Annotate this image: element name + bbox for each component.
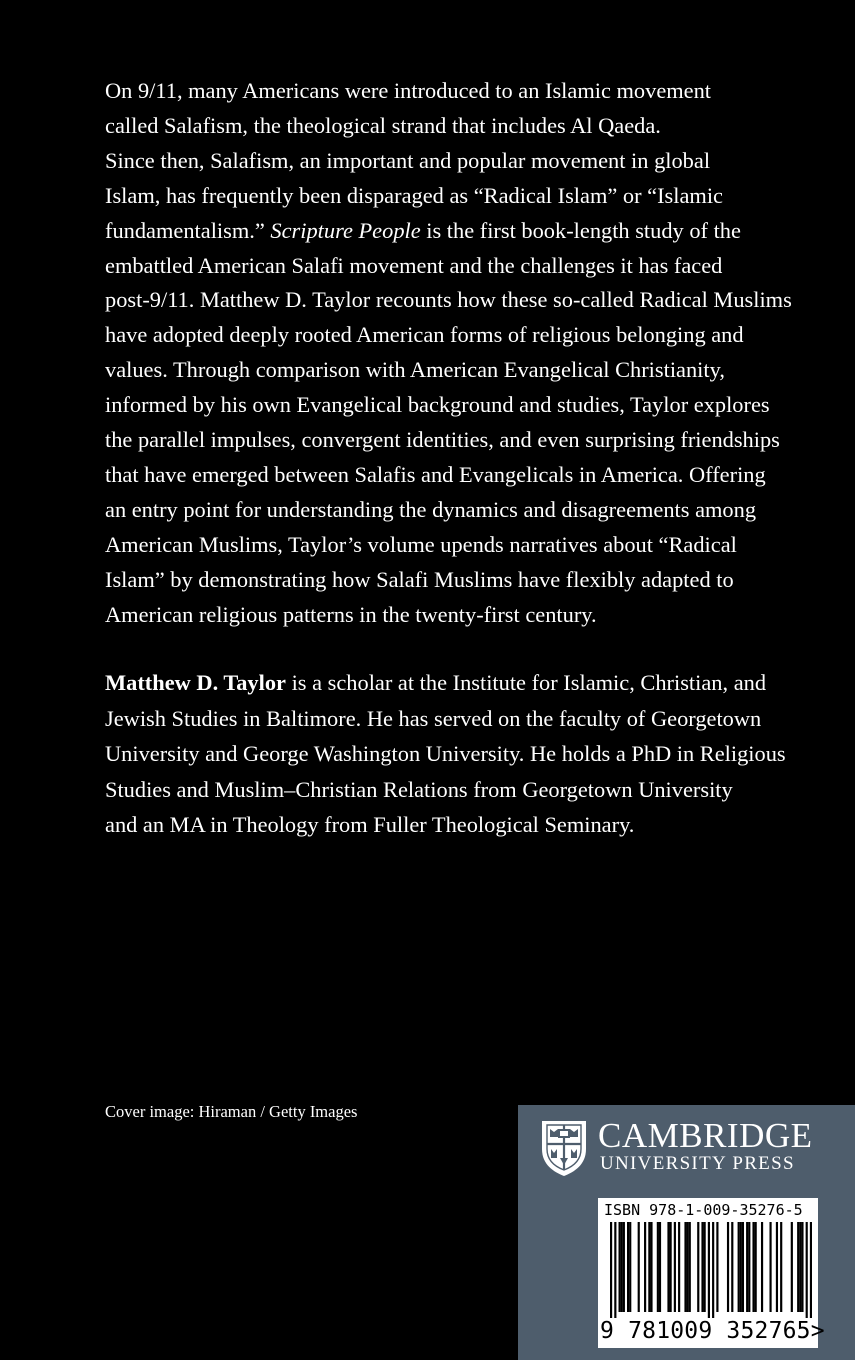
- blurb-line: Islam, has frequently been disparaged as “Radical Islam” or “Islamic: [105, 182, 723, 208]
- blurb-line: post-9/11. Matthew D. Taylor recounts how these so-called Radical Muslims: [105, 287, 792, 313]
- barcode-bar: [678, 1222, 680, 1312]
- barcode-bars: [610, 1222, 812, 1318]
- barcode-bar: [761, 1222, 763, 1312]
- barcode-bar: [629, 1222, 631, 1312]
- barcode-bar: [614, 1222, 616, 1318]
- blurb-line: Islam” by demonstrating how Salafi Muslims have flexibly adapted to: [105, 566, 734, 592]
- cover-image-credit: Cover image: Hiraman / Getty Images: [105, 1102, 358, 1121]
- blurb-line: called Salafism, the theological strand that includes Al Qaeda.: [105, 112, 661, 138]
- barcode-bar: [742, 1222, 744, 1312]
- barcode-bar: [799, 1222, 801, 1312]
- barcode-bar: [621, 1222, 623, 1312]
- barcode-bar: [697, 1222, 699, 1312]
- barcode-bar: [619, 1222, 621, 1312]
- barcode-bar: [780, 1222, 782, 1312]
- isbn-label: ISBN 978-1-009-35276-5: [604, 1201, 803, 1219]
- barcode-bar: [810, 1222, 812, 1318]
- barcode-bar: [755, 1222, 757, 1312]
- book-title-italic: Scripture People: [270, 217, 421, 243]
- bio-line: University and George Washington University. He holds a PhD in Religious: [105, 741, 786, 766]
- barcode-bar: [701, 1222, 703, 1312]
- barcode-bar: [712, 1222, 714, 1318]
- blurb-line: Since then, Salafism, an important and popular movement in global: [105, 147, 711, 173]
- blurb-text: is the first book-length study of the: [420, 217, 741, 243]
- blurb-line: American religious patterns in the twenty-first century.: [105, 601, 597, 627]
- barcode-bar: [667, 1222, 669, 1312]
- barcode-bar: [657, 1222, 659, 1312]
- bio-line: and an MA in Theology from Fuller Theological Seminary.: [105, 812, 635, 837]
- bio-line: Studies and Muslim–Christian Relations from Georgetown University: [105, 776, 733, 802]
- barcode-bar: [687, 1222, 689, 1312]
- barcode-bar: [752, 1222, 754, 1312]
- barcode-bar: [748, 1222, 750, 1312]
- author-bio: [105, 665, 795, 843]
- publisher-subname: UNIVERSITY PRESS: [600, 1153, 795, 1174]
- book-blurb: [105, 74, 795, 633]
- blurb-line: an entry point for understanding the dynamics and disagreements among: [105, 496, 757, 522]
- blurb-line: informed by his own Evangelical background and studies, Taylor explores: [105, 392, 770, 418]
- barcode-bar: [731, 1222, 733, 1312]
- barcode-bar: [644, 1222, 646, 1312]
- barcode-bar: [674, 1222, 676, 1312]
- barcode-bar: [684, 1222, 686, 1312]
- barcode-bar: [610, 1222, 612, 1318]
- blurb-line: that have emerged between Salafis and Evangelicals in America. Offering: [105, 461, 766, 487]
- barcode-bar: [797, 1222, 799, 1312]
- blurb-text: fundamentalism.”: [105, 217, 271, 243]
- blurb-line: American Muslims, Taylor’s volume upends narratives about “Radical: [105, 531, 737, 557]
- barcode-bar: [738, 1222, 740, 1312]
- barcode-bar: [801, 1222, 803, 1312]
- barcode-bar: [704, 1222, 706, 1312]
- barcode-bar: [769, 1222, 771, 1312]
- author-name: Matthew D. Taylor: [105, 670, 286, 695]
- barcode-bar: [638, 1222, 640, 1312]
- cambridge-crest-icon: [540, 1119, 588, 1177]
- barcode-bar: [627, 1222, 629, 1312]
- barcode-bar: [689, 1222, 691, 1312]
- ean-arrow: >: [810, 1318, 825, 1344]
- blurb-line: On 9/11, many Americans were introduced to an Islamic movement: [105, 78, 712, 103]
- barcode-bar: [727, 1222, 729, 1312]
- barcode-bar: [746, 1222, 748, 1312]
- barcode-bar: [716, 1222, 718, 1312]
- barcode-bar: [650, 1222, 652, 1312]
- publisher-panel: [518, 1105, 855, 1360]
- publisher-name: CAMBRIDGE: [598, 1116, 813, 1155]
- isbn-barcode: [598, 1198, 825, 1348]
- barcode-bar: [670, 1222, 672, 1312]
- barcode-bar: [740, 1222, 742, 1312]
- blurb-line: [105, 214, 795, 249]
- blurb-line: have adopted deeply rooted American forms of religious belonging and: [105, 322, 744, 348]
- barcode-bar: [791, 1222, 793, 1312]
- bio-line: [105, 665, 795, 701]
- ean-digits: [600, 1318, 825, 1344]
- barcode-bar: [659, 1222, 661, 1312]
- bio-line: Jewish Studies in Baltimore. He has served on the faculty of Georgetown: [105, 705, 762, 731]
- barcode-bar: [708, 1222, 710, 1318]
- barcode-bar: [776, 1222, 778, 1312]
- blurb-line: the parallel impulses, convergent identities, and even surprising friendships: [105, 427, 780, 453]
- blurb-line: values. Through comparison with American Evangelical Christianity,: [105, 357, 725, 383]
- barcode-bar: [623, 1222, 625, 1312]
- ean-number: 9 781009 352765: [600, 1318, 811, 1344]
- bio-text: is a scholar at the Institute for Islamic, Christian, and: [285, 670, 767, 695]
- blurb-line: embattled American Salafi movement and the challenges it has faced: [105, 252, 723, 278]
- barcode-bar: [806, 1222, 808, 1318]
- barcode-bar: [648, 1222, 650, 1312]
